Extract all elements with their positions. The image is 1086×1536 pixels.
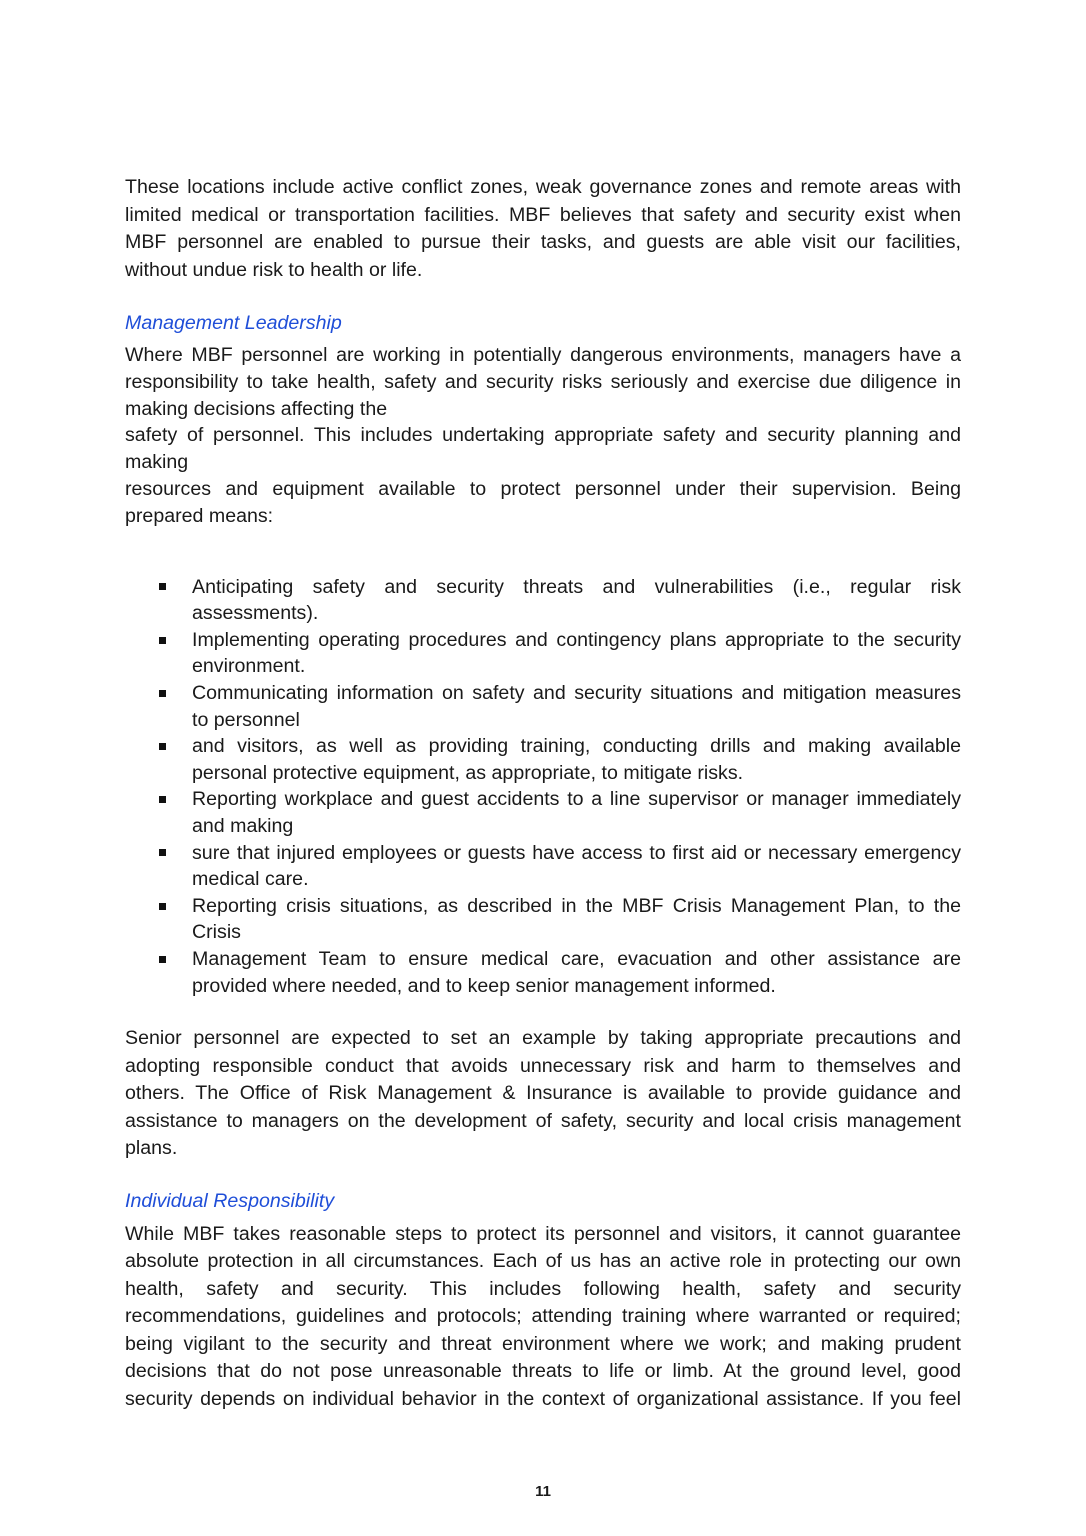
paragraph-line: resources and equipment available to protect personnel under their supervision. Being (125, 477, 961, 500)
list-item (125, 733, 961, 786)
paragraph-line: Senior personnel are expected to set an example by taking appropriate precautions and (125, 1027, 961, 1049)
list-item (125, 840, 961, 893)
list-item-line: to personnel (192, 708, 300, 731)
paragraph-line: prepared means: (125, 504, 274, 527)
paragraph-line: plans. (125, 1137, 178, 1159)
square-bullet-icon (159, 849, 166, 856)
paragraph (125, 422, 961, 476)
list-item-line: and making (192, 815, 294, 838)
paragraph-line: absolute protection in all circumstances. Each of us has an active role in protecting our own (125, 1250, 961, 1272)
list-item-line: environment. (192, 655, 306, 678)
paragraph-line: Where MBF personnel are working in potentially dangerous environments, managers have a (125, 344, 961, 366)
intro-paragraph (125, 174, 961, 284)
list-item-line: Reporting workplace and guest accidents to a line supervisor or manager immediately (192, 788, 961, 811)
list-item-line: personal protective equipment, as appropriate, to mitigate risks. (192, 761, 744, 784)
square-bullet-icon (159, 637, 166, 644)
square-bullet-icon (159, 956, 166, 963)
paragraph-line: assistance to managers on the development of safety, security and local crisis management (125, 1109, 961, 1132)
square-bullet-icon (159, 743, 166, 750)
list-item-line: sure that injured employees or guests have access to first aid or necessary emergency (192, 841, 961, 864)
paragraph-line: health, safety and security. This includes following health, safety and security (125, 1277, 961, 1300)
paragraph-line: decisions that do not pose unreasonable threats to life or limb. At the ground level, good (125, 1360, 961, 1382)
paragraph-line: without undue risk to health or life. (125, 258, 423, 281)
list-item-line: Crisis (192, 921, 241, 944)
paragraph-line: making (125, 451, 189, 474)
list-item (125, 574, 961, 627)
paragraph (125, 342, 961, 422)
paragraph-line: responsibility to take health, safety and security risks seriously and exercise due diligence in (125, 370, 961, 393)
paragraph-line: being vigilant to the security and threat environment where we work; and making prudent (125, 1332, 961, 1355)
list-item-line: Management Team to ensure medical care, evacuation and other assistance are (192, 948, 961, 970)
paragraph-line: making decisions affecting the (125, 397, 388, 420)
paragraph-line: While MBF takes reasonable steps to protect its personnel and visitors, it cannot guarantee (125, 1222, 961, 1245)
list-item-line: Implementing operating procedures and contingency plans appropriate to the security (192, 628, 961, 651)
list-item (125, 946, 961, 999)
square-bullet-icon (159, 903, 166, 910)
page-number: 11 (535, 1483, 551, 1500)
senior-personnel-paragraph (125, 1025, 961, 1163)
list-item (125, 893, 961, 946)
square-bullet-icon (159, 690, 166, 697)
paragraph-line: security depends on individual behavior in the context of organizational assistance. If you feel (125, 1387, 961, 1410)
paragraph-line: recommendations, guidelines and protocols; attending training where warranted or required; (125, 1305, 961, 1327)
list-item-line: assessments). (192, 602, 319, 625)
list-item-line: medical care. (192, 868, 309, 891)
square-bullet-icon (159, 583, 166, 590)
list-item-line: Reporting crisis situations, as described in the MBF Crisis Management Plan, to the (192, 894, 961, 917)
list-item (125, 680, 961, 733)
list-item-line: provided where needed, and to keep senior management informed. (192, 974, 776, 997)
individual-responsibility-paragraph (125, 1221, 961, 1414)
paragraph (125, 476, 961, 530)
paragraph-line: These locations include active conflict zones, weak governance zones and remote areas with (125, 176, 961, 198)
paragraph-line: others. The Office of Risk Management & Insurance is available to provide guidance and (125, 1082, 961, 1104)
section-heading-individual-responsibility: Individual Responsibility (125, 1190, 335, 1212)
list-item-line: Communicating information on safety and security situations and mitigation measures (192, 682, 961, 705)
list-item-line: and visitors, as well as providing training, conducting drills and making available (192, 735, 961, 758)
section-heading-management-leadership: Management Leadership (125, 312, 342, 334)
list-item-line: Anticipating safety and security threats and vulnerabilities (i.e., regular risk (192, 575, 961, 598)
paragraph-line: MBF personnel are enabled to pursue their tasks, and guests are able visit our facilities, (125, 231, 961, 254)
paragraph-line: adopting responsible conduct that avoids unnecessary risk and harm to themselves and (125, 1054, 961, 1077)
list-item (125, 786, 961, 839)
preparedness-bullet-list (125, 574, 961, 1000)
list-item (125, 627, 961, 680)
paragraph-line: safety of personnel. This includes undertaking appropriate safety and security planning and (125, 424, 961, 447)
square-bullet-icon (159, 796, 166, 803)
management-leadership-text (125, 342, 961, 530)
paragraph-line: limited medical or transportation facilities. MBF believes that safety and security exist when (125, 203, 961, 226)
